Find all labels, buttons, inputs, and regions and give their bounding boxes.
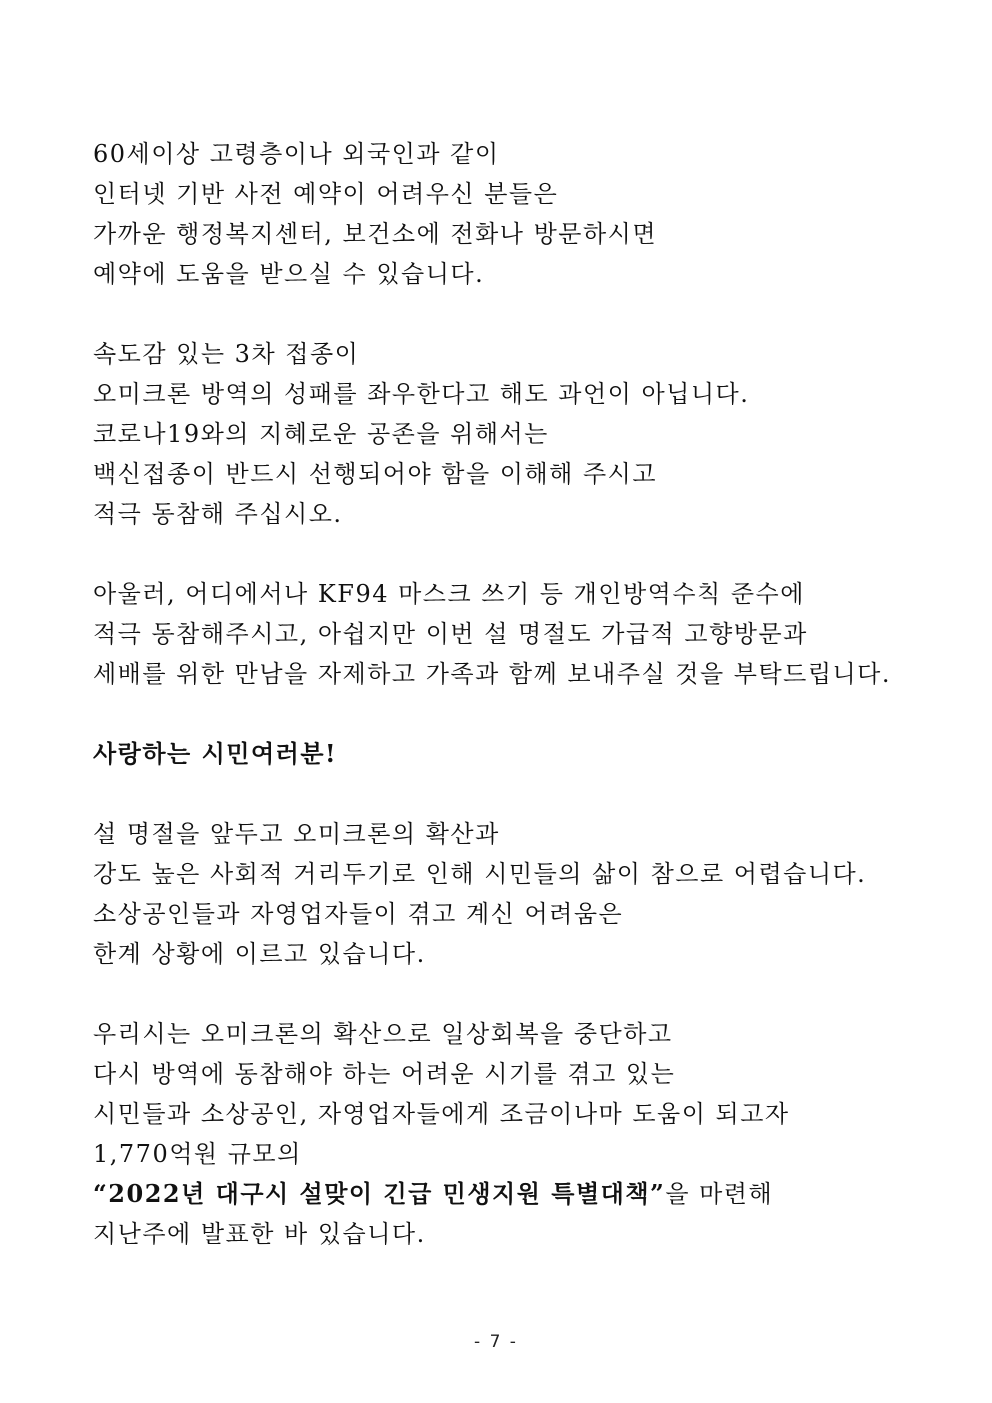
text-line-mixed [93, 1174, 773, 1214]
text-line: 예약에 도움을 받으실 수 있습니다. [93, 260, 485, 288]
text-line: 세배를 위한 만남을 자제하고 가족과 함께 보내주실 것을 부탁드립니다. [93, 660, 891, 688]
text-line: 우리시는 오미크론의 확산으로 일상회복을 중단하고 [93, 1020, 673, 1048]
quote-suffix: 을 마련해 [665, 1180, 774, 1208]
text-line: 백신접종이 반드시 선행되어야 함을 이해해 주시고 [93, 460, 658, 488]
text-line: 소상공인들과 자영업자들이 겪고 계신 어려움은 [93, 900, 624, 928]
section-heading: 사랑하는 시민여러분! [93, 739, 338, 768]
text-line: 60세이상 고령층이나 외국인과 같이 [93, 140, 500, 168]
text-line: 적극 동참해 주십시오. [93, 500, 343, 528]
bold-quote: “2022년 대구시 설맞이 긴급 민생지원 특별대책” [93, 1179, 666, 1208]
text-line: 아울러, 어디에서나 KF94 마스크 쓰기 등 개인방역수칙 준수에 [93, 580, 805, 608]
text-line: 코로나19와의 지혜로운 공존을 위해서는 [93, 420, 549, 448]
text-line: 적극 동참해주시고, 아쉽지만 이번 설 명절도 가급적 고향방문과 [93, 620, 808, 648]
text-line: 속도감 있는 3차 접종이 [93, 340, 360, 368]
text-line: 오미크론 방역의 성패를 좌우한다고 해도 과언이 아닙니다. [93, 380, 750, 408]
text-line: 인터넷 기반 사전 예약이 어려우신 분들은 [93, 180, 559, 208]
text-line: 가까운 행정복지센터, 보건소에 전화나 방문하시면 [93, 220, 658, 248]
text-line: 설 명절을 앞두고 오미크론의 확산과 [93, 820, 500, 848]
page-number: - 7 - [474, 1332, 518, 1352]
text-line: 지난주에 발표한 바 있습니다. [93, 1220, 426, 1248]
text-line: 강도 높은 사회적 거리두기로 인해 시민들의 삶이 참으로 어렵습니다. [93, 860, 867, 888]
text-line: 다시 방역에 동참해야 하는 어려운 시기를 겪고 있는 [93, 1060, 676, 1088]
text-line: 시민들과 소상공인, 자영업자들에게 조금이나마 도움이 되고자 [93, 1100, 790, 1128]
text-line: 한계 상황에 이르고 있습니다. [93, 940, 426, 968]
text-line: 1,770억원 규모의 [93, 1140, 302, 1168]
